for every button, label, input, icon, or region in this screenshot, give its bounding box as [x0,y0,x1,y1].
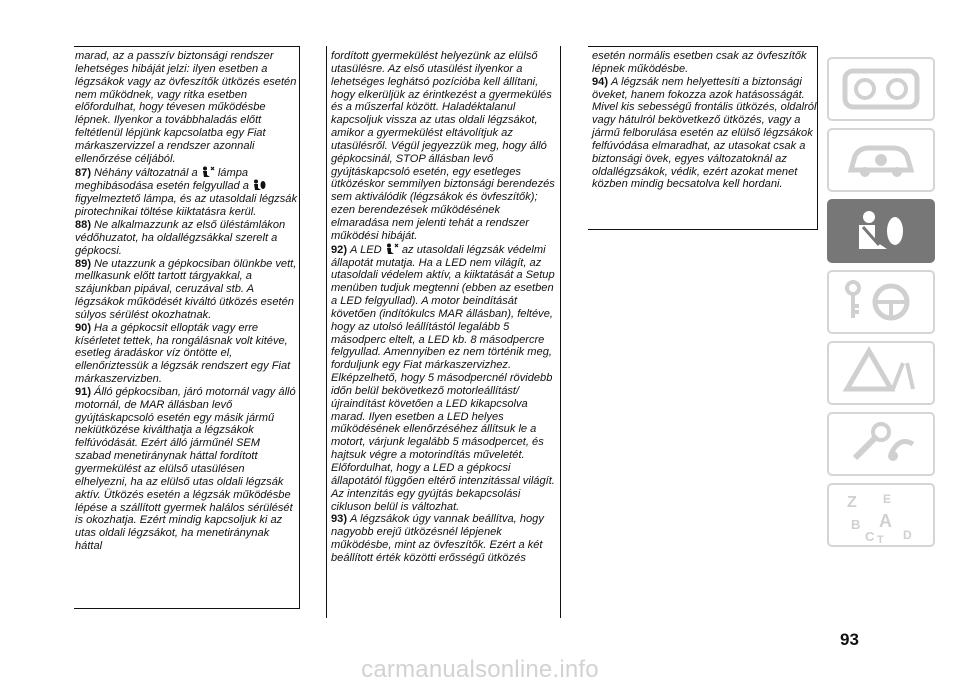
column1-frame-right [299,46,300,609]
note-92 [331,243,559,514]
warning-road-icon [829,343,933,403]
column2-frame-right [560,46,561,618]
index-letter: T [877,534,884,545]
text-column-3 [592,50,817,191]
note-text: A LED [350,243,382,256]
note-number: 87) [75,166,92,179]
note-text: Álló gépkocsiban, járó motornál vagy álló motornál, de MAR állásban levő gyújtáskapcsoló esetén egy másik jármű nekiütközése kiválthatja a légzsákok felfúvódását. Ezért álló járműnél SEM szabad menetiránynak háttal fordított gyermekülést az elülső utasülésen elhelyezni, ha az elülső utas oldali légzsák aktív. Ütközés esetén a légzsák működésbe lépése a szállított gyermek halálos sérülését is okozhatja. Ezért mindig kapcsoljuk ki az utas oldali légzsákot, ha menetiránynak háttal [75,385,296,553]
tab-start-drive[interactable] [827,270,935,334]
paragraph [592,50,817,76]
note-91 [75,386,297,553]
note-89 [75,258,297,322]
tab-maintenance[interactable] [827,412,935,476]
column3-frame-right [817,46,818,230]
column3-frame-top [588,46,818,47]
watermark: carmanualsonline.info [361,656,599,683]
car-info-icon [829,130,933,190]
tab-index[interactable] [827,483,935,547]
airbag-safety-icon [829,201,933,261]
tab-dashboard[interactable] [827,57,935,121]
paragraph-text: marad, az a passzív biztonsági rendszer lehetséges hibáját jelzi: ilyen esetben a légzsákok vagy az övfeszítők ütközés esetén nem működnek, vagy ritka esetben előfordulhat, hogy tévesen működésbe lépnek. Ilyenkor a továbbhaladás előtt feltétlenül lépjünk kapcsolatba egy Fiat márkaszervizzel a rendszer azonnali ellenőrzése céljából. [75,50,297,165]
note-93 [331,513,559,564]
note-90 [75,322,297,386]
note-text: Néhány változatnál a [94,166,198,179]
index-letter: B [851,517,861,532]
note-number: 93) [331,513,348,526]
tab-car-info[interactable] [827,128,935,192]
chapter-tabs [827,57,935,554]
column3-frame-bottom [588,229,818,230]
note-94 [592,76,817,192]
index-letter: A [879,511,892,531]
note-87 [75,166,297,219]
note-number: 94) [592,75,609,88]
column1-frame-top [74,46,300,47]
note-text: Ne utazzunk a gépkocsiban ölünkbe vett, mellkasunk előtt tartott tárgyakkal, a szájunkban pipával, ceruzával stb. A légzsákok működését kiváltó ütközés esetén súlyos sérülést okozhatnak. [75,257,297,321]
index-letter: E [883,492,892,506]
column1-frame-bottom [74,608,300,609]
note-text: Ha a gépkocsit ellopták vagy erre kísérletet tettek, ha rongálásnak volt kitéve, esetleg áradáskor víz öntötte el, ellenőriztessük a légzsák rendszert egy Fiat márkaszervizben. [75,321,291,386]
note-text: A légzsákok úgy vannak beállítva, hogy nagyobb erejű ütközésnél lépjenek működésbe, mint az övfeszítők. Ezért a két beállított érték közötti erősségű ütközés [331,513,544,564]
note-text: A légzsák nem helyettesíti a biztonsági öveket, hanem fokozza azok hatásosságát. Mivel kis sebességű frontális ütközés, oldalról vagy hátulról bekövetkező ütközés, vagy a jármű felborulása esetén az elülső légzsákok felfúvódása elmaradhat, az utasokat csak a biztonsági övek, egyes változatoknál az oldallégzsákok, védik, ezért azokat menet közben mindig becsatolva kell hordani. [592,75,817,191]
passenger-airbag-off-icon [201,166,215,178]
index-letter: C [865,529,875,544]
passenger-airbag-off-icon [385,243,399,255]
note-text: figyelmeztető lámpa, és az utasoldali légzsák pirotechnikai töltése kiiktatásra kerül. [75,193,297,219]
note-number: 92) [331,243,348,256]
index-letters-icon [829,485,933,545]
key-steering-wheel-icon [829,272,933,332]
paragraph [75,50,297,166]
paragraph-text: esetén normális esetben csak az övfeszítők lépnek működésbe. [592,50,807,75]
tab-safety[interactable] [827,199,935,263]
note-number: 90) [75,321,92,334]
note-text: az utasoldali légzsák védelmi állapotát mutatja. Ha a LED nem világít, az utasoldali védelem aktív, a kiiktatását a Setup menüben tudjuk megtenni (ebben az esetben a LED felgyullad). A motor beindítását követően (indítókulcs MAR állásban), feltéve, hogy az utolsó leállítástól legalább 5 másodperc eltelt, a LED kb. 8 másodpercre felgyullad. Amennyiben ez nem történik meg, forduljunk egy Fiat márkaszervizhez. Elképzelhető, hogy 5 másodpercnél rövidebb időn belül bekövetkező motorleállítást/újraindítást követően a LED kikapcsolva marad. Ilyen esetben a LED helyes működésének ellenőrzéséhez állítsuk le a motort, várjunk legalább 5 másodpercet, és hajtsuk végre a motorindítás műveletét. Előfordulhat, hogy a LED a gépkocsi állapotától függően eltérő intenzitással világít. Az intenzitás egy gyújtás bekapcsolási cikluson belül is változhat. [331,243,555,513]
paragraph [331,50,559,243]
text-column-2 [331,50,559,565]
paragraph-text: fordított gyermekülést helyezünk az elülső utasülésre. Az első utasülést ilyenkor a lehetséges leghátsó pozícióba kell állítani, hogy elkerüljük az érintkezést a gyermekülés és a műszerfal között. Haladéktalanul kapcsoljuk vissza az utas oldali légzsákot, amikor a gyermekülést eltávolítjuk az utasülésről. Végül jegyezzük meg, hogy álló gépkocsinál, STOP állásban levő gyújtáskapcsoló esetén, egy esetleges ütközéskor semmilyen biztonsági berendezés sem aktiválódik (légzsákok és övfeszítők); ezen berendezések működésének elmaradása nem jelenti tehát a rendszer működési hibáját. [331,50,555,242]
airbag-warning-icon [252,179,266,191]
note-88 [75,219,297,258]
column2-frame-left [326,46,327,618]
tab-emergency[interactable] [827,341,935,405]
page-number: 93 [840,630,859,649]
service-tools-icon [829,414,933,474]
note-text: lámpa meghibásodása esetén felgyullad a [75,166,249,193]
note-number: 89) [75,257,92,270]
note-number: 91) [75,385,92,398]
index-letter: D [903,528,912,542]
text-column-1 [75,50,297,553]
dashboard-icon [829,59,933,119]
index-letter: Z [847,494,857,511]
note-number: 88) [75,218,92,231]
note-text: Ne alkalmazzunk az első üléstámlákon védőhuzatot, ha oldallégzsákkal szerelt a gépkocsi. [75,218,286,257]
